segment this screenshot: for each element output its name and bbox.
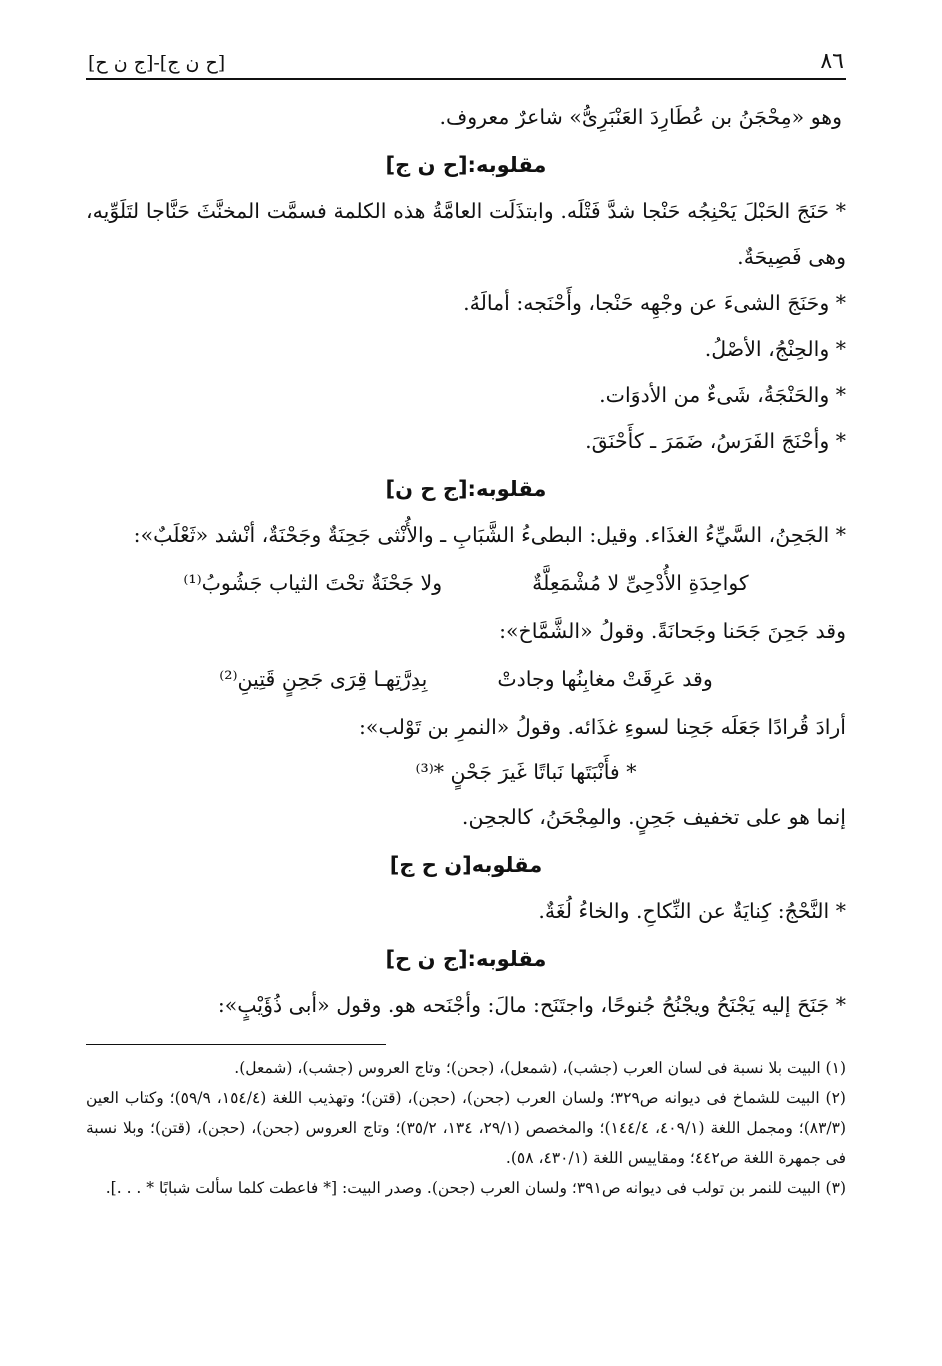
- entry-paragraph: * والحِنْجُ، الأصْلُ.: [704, 337, 846, 361]
- verse-second-hemistich: بِدِرَّتِهـا قِرَى جَحِنٍ قَتِينِ⁽²⁾: [219, 667, 428, 691]
- section-heading: مقلوبه:[ح ن ج]: [385, 153, 547, 177]
- entry-paragraph: * حَنَجَ الحَبْلَ يَحْنِجُه حَنْجا شدَّ فَتْلَه. وابتذَلَت العامَّةُ هذه الكلمة فسمَّت المخنَّثَ حَنَّاجا لتَلَوِّيه، وهى فَصِيحَةٌ.: [86, 199, 846, 269]
- entry-paragraph: * وحَنَجَ الشىءَ عن وجْهِه حَنْجا، وأَحْنَجه: أمالَهُ.: [463, 291, 846, 315]
- entry-paragraph: أرادَ قُرادًا جَعَلَه جَحِنا لسوءِ غذَائه. وقولُ «النمرِ بن تَوْلب»:: [359, 715, 846, 739]
- footnote: (٢) البيت للشماخ فى ديوانه ص٣٢٩؛ ولسان العرب (جحن)، (حجن)، (قتن)؛ وتهذيب اللغة (١٥٤/٤، ٥٩/٩)؛ وكتاب العين (٨٣/٣)؛ ومجمل اللغة (٤٠٩/١، ١٤٤/٤)؛ والمخصص (٢٩/١، ١٣٤، ٣٥/٢)؛ وتاج العروس (جحن)، (حجن)، (قتن)؛ وبلا نسبة فى جمهرة اللغة ص٤٤٢؛ ومقاييس اللغة (٤٣٠/١، ٥٨).: [86, 1089, 847, 1167]
- footnote: (٣) البيت للنمر بن تولب فى ديوانه ص٣٩١؛ ولسان العرب (جحن). وصدر البيت: [* فاعطت كلما سألت شبابًا * . . .].: [105, 1179, 846, 1197]
- section-heading: مقلوبه:[ج ح ن]: [385, 477, 547, 501]
- entry-paragraph: وقد جَحِنَ جَحَنا وجَحانَةً. وقولُ «الشَّمَّاخ»:: [499, 619, 846, 643]
- entry-paragraph: * النَّحْجُ: كِنايَةٌ عن النِّكاحِ. والخاءُ لُغَةٌ.: [538, 899, 846, 923]
- footnote: (١) البيت بلا نسبة فى لسان العرب (جشب)، (شمعل)، (جحن)؛ وتاج العروس (جشب)، (شمعل).: [234, 1059, 846, 1077]
- poetry-half-verse: * فأَنْبَتَها نَباتًا غَيرَ جَحْنٍ *⁽³⁾: [415, 760, 637, 784]
- header-roots: [ح ن ج]-[ج ن ح]: [88, 52, 226, 74]
- verse-second-hemistich: ولا جَحْنَةٌ تحْتَ الثياب جَشُوبُ⁽¹⁾: [183, 571, 443, 595]
- book-page: [86, 40, 846, 1203]
- section-heading: مقلوبه[ن ح ج]: [389, 853, 543, 877]
- entry-paragraph: * والحَنْجَةُ، شَىءٌ من الأدوَات.: [599, 383, 846, 407]
- page-number: ٨٦: [820, 49, 844, 74]
- verse-first-hemistich: وقد عَرِقَتْ مغابِنُها وجادتْ: [497, 667, 713, 691]
- intro-line: وهو «مِحْجَنُ بن عُطَارِدَ العَنْبَرِىُّ» شاعرٌ معروف.: [439, 105, 842, 129]
- entry-paragraph: * الجَحِنُ، السَّيِّءُ الغذَاء. وقيل: البطىءُ الشَّبَابِ ـ والأُنْثى جَحِنَةٌ وجَحْنَةٌ، أنْشد «ثَعْلَبٌ»:: [133, 523, 846, 547]
- footnotes: [86, 1053, 846, 1203]
- verse-first-hemistich: كواحِدَةِ الأُدْحِىِّ لا مُشْمَعِلَّةٌ: [532, 571, 749, 595]
- poetry-verse: [86, 558, 846, 608]
- running-header: [86, 40, 846, 80]
- poetry-verse: [86, 654, 846, 704]
- entry-paragraph: * جَنَحَ إليه يَجْنَحُ ويجْنُحُ جُنوحًا، واجتَنَح: مالَ: وأجْنَحه هو. وقول «أبى ذُؤَيْبٍ»:: [217, 993, 846, 1017]
- entry-paragraph: * وأحْنَجَ الفَرَسُ، ضَمَرَ ـ كأَحْنَقَ.: [585, 429, 846, 453]
- section-heading: مقلوبه:[ج ن ح]: [385, 947, 547, 971]
- main-text: [86, 94, 846, 1028]
- footnote-divider: [86, 1044, 386, 1045]
- entry-paragraph: إنما هو على تخفيف جَحِنٍ. والمِجْحَنُ، كالجحِن.: [461, 805, 846, 829]
